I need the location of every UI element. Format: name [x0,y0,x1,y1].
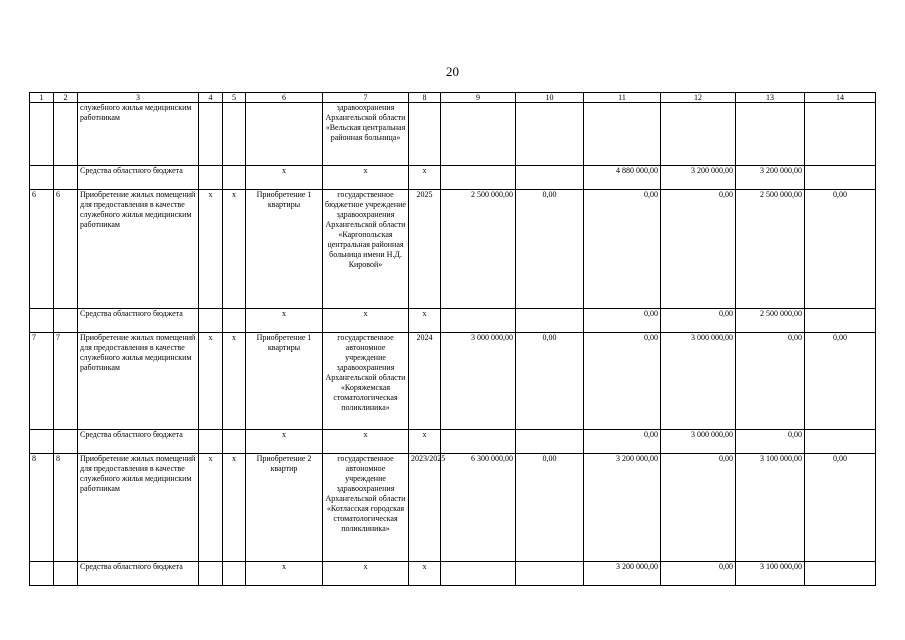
header-cell: 11 [584,93,661,103]
table-cell: 0,00 [736,333,805,430]
table-cell: х [199,454,223,562]
budget-table [29,92,876,586]
header-cell: 2 [54,93,78,103]
table-cell: 2 500 000,00 [736,190,805,309]
table-cell: 3 000 000,00 [441,333,516,430]
table-cell: Приобретение 1 квартиры [246,333,323,430]
table-cell [223,166,246,190]
table-cell [441,309,516,333]
table-body [30,93,876,586]
table-cell: государственное автономное учреждение здравоохранения Архангельской области «Котласская городская стоматологическая поликлиника» [323,454,409,562]
table-cell [54,103,78,166]
table-cell: х [409,309,441,333]
table-cell: Приобретение жилых помещений для предоставления в качестве служебного жилья медицинским работникам [78,454,199,562]
table-cell: 0,00 [805,333,876,430]
table-cell [805,430,876,454]
table-cell [223,562,246,586]
header-cell: 6 [246,93,323,103]
table-cell [30,309,54,333]
table-cell [30,430,54,454]
table-row [30,166,876,190]
table-cell: 0,00 [661,190,736,309]
table-cell [516,166,584,190]
table-cell: 0,00 [584,333,661,430]
table-cell: х [246,166,323,190]
table-cell: здравоохранения Архангельской области «Вельская центральная районная больница» [323,103,409,166]
table-cell [516,562,584,586]
table-cell: 2025 [409,190,441,309]
table-cell: х [223,454,246,562]
table-cell: Средства областного бюджета [78,309,199,333]
table-cell: 3 000 000,00 [661,430,736,454]
table-cell [30,562,54,586]
table-row [30,430,876,454]
table-cell [54,166,78,190]
table-cell: 8 [54,454,78,562]
header-cell: 13 [736,93,805,103]
header-cell: 14 [805,93,876,103]
table-cell [223,430,246,454]
table-cell: х [323,430,409,454]
table-cell: х [199,190,223,309]
table-cell [584,103,661,166]
table-cell: 0,00 [661,309,736,333]
table-cell: х [246,309,323,333]
table-cell: 7 [30,333,54,430]
table-cell: 3 200 000,00 [584,562,661,586]
table-cell [199,166,223,190]
table-cell: Приобретение 1 квартиры [246,190,323,309]
table-cell: х [323,166,409,190]
table-cell [30,103,54,166]
table-cell [409,103,441,166]
header-cell: 8 [409,93,441,103]
header-cell: 1 [30,93,54,103]
table-cell [661,103,736,166]
table-cell [441,562,516,586]
table-cell [54,309,78,333]
table-cell [199,309,223,333]
header-cell: 12 [661,93,736,103]
table-cell: 3 200 000,00 [661,166,736,190]
table-cell: 3 100 000,00 [736,562,805,586]
table-cell: 0,00 [805,454,876,562]
table-cell: 0,00 [661,454,736,562]
table-cell [223,309,246,333]
table-cell [736,103,805,166]
table-cell: 0,00 [805,190,876,309]
table-row [30,190,876,309]
table-cell: 0,00 [584,190,661,309]
table-cell [30,166,54,190]
header-cell: 7 [323,93,409,103]
table-cell: 0,00 [736,430,805,454]
table-cell: 2 500 000,00 [736,309,805,333]
table-cell: х [323,562,409,586]
table-row [30,454,876,562]
table-cell: государственное бюджетное учреждение здравоохранения Архангельской области «Каргопольская центральная районная больница имени Н.Д. Кировой» [323,190,409,309]
table-cell [805,103,876,166]
header-row [30,93,876,103]
table-cell: 0,00 [661,562,736,586]
table-cell: 2023/2025 [409,454,441,562]
table-cell [805,309,876,333]
table-cell [441,430,516,454]
table-cell: 8 [30,454,54,562]
header-cell: 5 [223,93,246,103]
table-cell [441,166,516,190]
table-cell [199,103,223,166]
table-cell: Средства областного бюджета [78,166,199,190]
table-cell: 4 880 000,00 [584,166,661,190]
table-cell: 3 200 000,00 [584,454,661,562]
table-cell: х [246,430,323,454]
table-cell [516,430,584,454]
table-cell: 6 [54,190,78,309]
table-cell: х [223,190,246,309]
table-cell: 3 200 000,00 [736,166,805,190]
table-cell: х [323,309,409,333]
table-cell: 6 [30,190,54,309]
table-cell: Приобретение жилых помещений для предоставления в качестве служебного жилья медицинским работникам [78,190,199,309]
table-cell: х [409,430,441,454]
table-cell [223,103,246,166]
table-cell: 3 100 000,00 [736,454,805,562]
table-cell: 6 300 000,00 [441,454,516,562]
table-cell [805,562,876,586]
header-cell: 4 [199,93,223,103]
table-cell: х [409,166,441,190]
table-cell: х [409,562,441,586]
table-row [30,103,876,166]
table-cell: 0,00 [516,454,584,562]
table-cell: 2 500 000,00 [441,190,516,309]
table-cell: 0,00 [516,190,584,309]
table-cell: Приобретение жилых помещений для предоставления в качестве служебного жилья медицинским работникам [78,333,199,430]
table-cell: служебного жилья медицинским работникам [78,103,199,166]
table-cell: 7 [54,333,78,430]
table-cell [199,430,223,454]
table-cell: х [199,333,223,430]
table-cell: х [223,333,246,430]
table-cell [246,103,323,166]
table-cell [805,166,876,190]
table-cell: Приобретение 2 квартир [246,454,323,562]
header-cell: 9 [441,93,516,103]
table-cell: 0,00 [516,333,584,430]
table-cell: 2024 [409,333,441,430]
table-cell [54,562,78,586]
table-cell [54,430,78,454]
table-cell [441,103,516,166]
table-row [30,333,876,430]
table-cell [199,562,223,586]
table-row [30,309,876,333]
table-cell: х [246,562,323,586]
table-cell: государственное автономное учреждение здравоохранения Архангельской области «Коряжемская стоматологическая поликлиника» [323,333,409,430]
page-number: 20 [446,64,459,79]
table-cell: 0,00 [584,430,661,454]
table-cell [516,103,584,166]
table-row [30,562,876,586]
table-cell: 0,00 [584,309,661,333]
table-cell: Средства областного бюджета [78,562,199,586]
header-cell: 10 [516,93,584,103]
table-cell: 3 000 000,00 [661,333,736,430]
table-cell: Средства областного бюджета [78,430,199,454]
table-cell [516,309,584,333]
header-cell: 3 [78,93,199,103]
